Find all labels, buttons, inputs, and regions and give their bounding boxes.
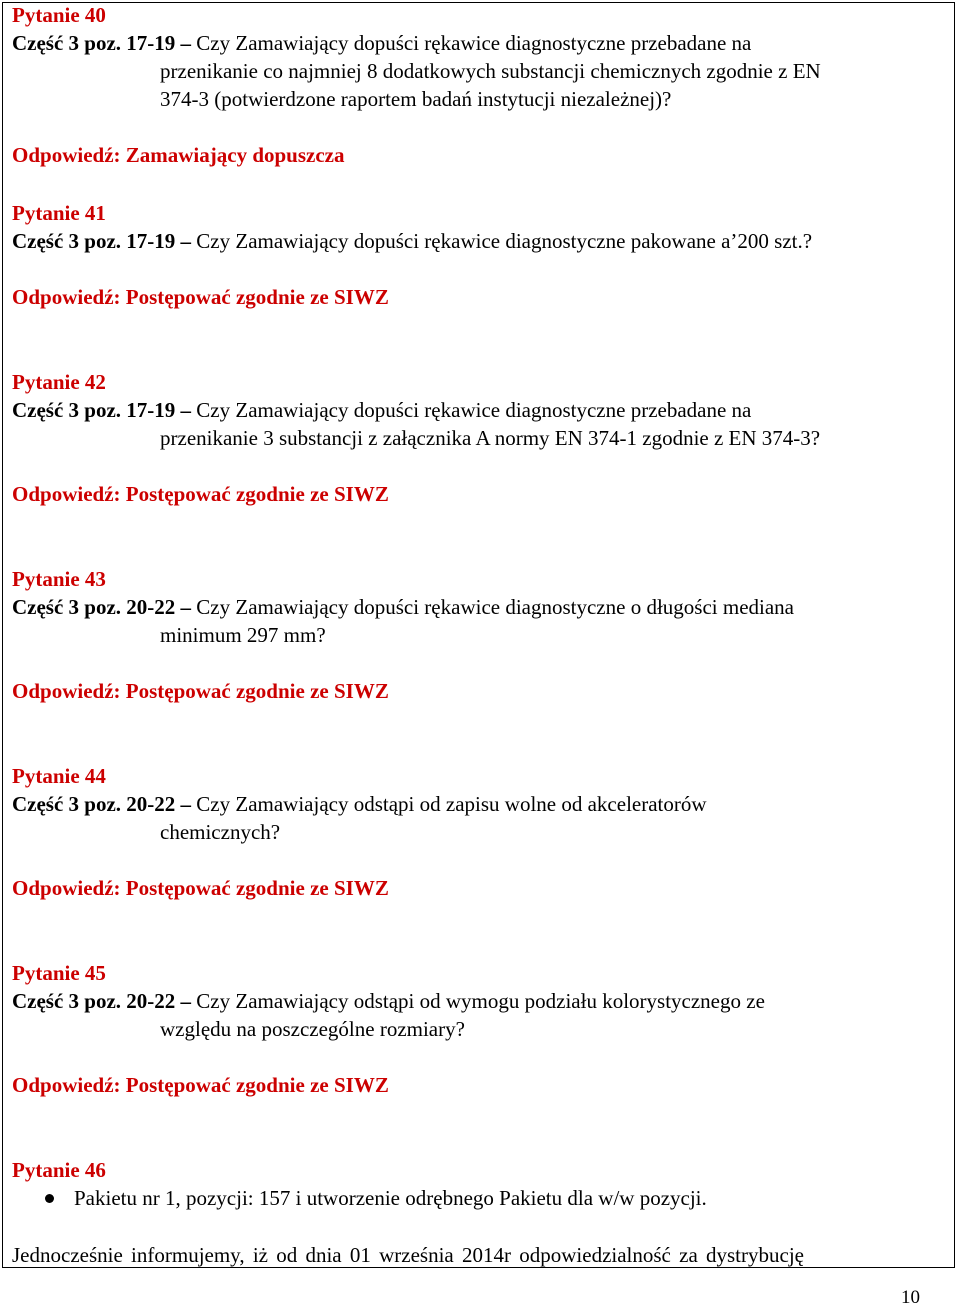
question-title: Pytanie 40 <box>12 3 106 27</box>
answer: Odpowiedź: Postępować zgodnie ze SIWZ <box>12 285 389 309</box>
question-title: Pytanie 45 <box>12 961 106 985</box>
question-prefix: Część 3 poz. 20-22 <box>12 595 176 619</box>
question-continuation: minimum 297 mm? <box>160 623 326 647</box>
question-title: Pytanie 41 <box>12 201 106 225</box>
answer: Odpowiedź: Postępować zgodnie ze SIWZ <box>12 679 389 703</box>
dash: – <box>180 595 192 619</box>
question-line <box>12 790 942 818</box>
question-continuation: chemicznych? <box>160 820 281 844</box>
question-text: Czy Zamawiający dopuści rękawice diagnostyczne o długości mediana <box>196 595 794 619</box>
answer: Odpowiedź: Postępować zgodnie ze SIWZ <box>12 482 389 506</box>
question-prefix: Część 3 poz. 17-19 <box>12 229 176 253</box>
dash: – <box>180 398 192 422</box>
question-line <box>12 227 942 255</box>
question-text: Czy Zamawiający odstąpi od wymogu podziału kolorystycznego ze <box>196 989 765 1013</box>
question-continuation: 374-3 (potwierdzone raportem badań instytucji niezależnej)? <box>160 87 672 111</box>
dash: – <box>180 229 192 253</box>
bullet-text: Pakietu nr 1, pozycji: 157 i utworzenie odrębnego Pakietu dla w/w pozycji. <box>74 1186 707 1210</box>
question-42 <box>12 368 942 508</box>
question-line <box>12 593 942 621</box>
bullet-icon <box>45 1194 54 1203</box>
dash: – <box>180 31 192 55</box>
question-prefix: Część 3 poz. 20-22 <box>12 792 176 816</box>
question-prefix: Część 3 poz. 20-22 <box>12 989 176 1013</box>
question-line <box>12 396 942 424</box>
question-text: Czy Zamawiający odstąpi od zapisu wolne od akceleratorów <box>196 792 707 816</box>
bullet-item <box>12 1184 707 1212</box>
question-41 <box>12 199 942 311</box>
question-43 <box>12 565 942 705</box>
question-continuation: przenikanie co najmniej 8 dodatkowych substancji chemicznych zgodnie z EN <box>160 59 821 83</box>
question-text: Czy Zamawiający dopuści rękawice diagnostyczne przebadane na <box>196 31 752 55</box>
question-title: Pytanie 46 <box>12 1158 106 1182</box>
question-line <box>12 29 942 57</box>
question-46 <box>12 1156 942 1210</box>
question-continuation: przenikanie 3 substancji z załącznika A normy EN 374-1 zgodnie z EN 374-3? <box>160 426 821 450</box>
answer: Odpowiedź: Zamawiający dopuszcza <box>12 143 345 167</box>
question-title: Pytanie 44 <box>12 764 106 788</box>
question-45 <box>12 959 942 1099</box>
page-number: 10 <box>901 1287 920 1308</box>
question-text: Czy Zamawiający dopuści rękawice diagnostyczne pakowane a’200 szt.? <box>196 229 813 253</box>
question-40 <box>12 1 942 169</box>
question-text: Czy Zamawiający dopuści rękawice diagnostyczne przebadane na <box>196 398 752 422</box>
answer: Odpowiedź: Postępować zgodnie ze SIWZ <box>12 1073 389 1097</box>
question-title: Pytanie 43 <box>12 567 106 591</box>
question-line <box>12 987 942 1015</box>
question-prefix: Część 3 poz. 17-19 <box>12 398 176 422</box>
question-title: Pytanie 42 <box>12 370 106 394</box>
answer: Odpowiedź: Postępować zgodnie ze SIWZ <box>12 876 389 900</box>
question-44 <box>12 762 942 902</box>
closing-paragraph: Jednocześnie informujemy, iż od dnia 01 września 2014r odpowiedzialność za dystrybucję <box>12 1243 804 1267</box>
dash: – <box>180 792 192 816</box>
question-prefix: Część 3 poz. 17-19 <box>12 31 176 55</box>
dash: – <box>180 989 192 1013</box>
question-continuation: względu na poszczególne rozmiary? <box>160 1017 465 1041</box>
